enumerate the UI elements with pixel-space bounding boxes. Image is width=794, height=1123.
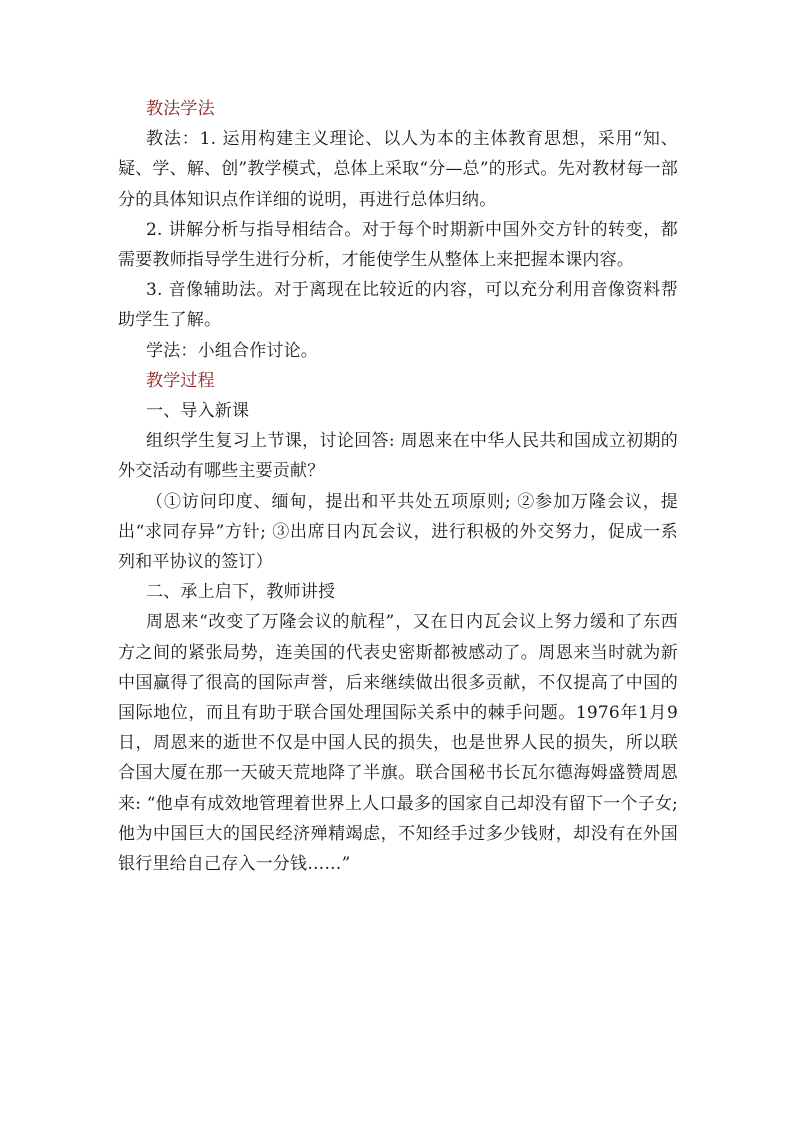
section-1-answer: （①访问印度、缅甸，提出和平共处五项原则; ②参加万隆会议，提出“求同存异”方针; ③出席日内瓦会议，进行积极的外交努力，促成一系列和平协议的签订）: [118, 491, 678, 573]
document-body: [118, 94, 678, 879]
section-1-title: 一、导入新课: [146, 401, 250, 422]
section-2-text: 周恩来“改变了万隆会议的航程”，又在日内瓦会议上努力缓和了东西方之间的紧张局势，连美国的代表史密斯都被感动了。周恩来当时就为新中国赢得了很高的国际声誉，后来继续做出很多贡献，不仅提高了中国的国际地位，而且有助于联合国处理国际关系中的棘手问题。1976年1月9日，周恩来的逝世不仅是中国人民的损失，也是世界人民的损失，所以联合国大厦在那一天破天荒地降了半旗。联合国秘书长瓦尔德海姆盛赞周恩来: “他卓有成效地管理着世界上人口最多的国家自己却没有留下一个子女; 他为中国巨大的国民经济殚精竭虑，不知经手过多少钱财，却没有在外国银行里给自己存入一分钱……”: [118, 612, 678, 875]
paragraph-teaching-method-2: 2. 讲解分析与指导相结合。对于每个时期新中国外交方针的转变，都需要教师指导学生进行分析，才能使学生从整体上来把握本课内容。: [118, 219, 678, 271]
paragraph-teaching-method-1: 教法：1. 运用构建主义理论、以人为本的主体教育思想，采用“知、疑、学、解、创”教学模式，总体上采取“分—总”的形式。先对教材每一部分的具体知识点作详细的说明，再进行总体归纳。: [118, 129, 678, 210]
section-2-title: 二、承上启下，教师讲授: [146, 582, 336, 603]
paragraph-teaching-method-3: 3. 音像辅助法。对于离现在比较近的内容，可以充分利用音像资料帮助学生了解。: [118, 280, 678, 331]
paragraph-learning-methods: 学法：小组合作讨论。: [146, 340, 318, 361]
heading-teaching-process: 教学过程: [146, 370, 215, 391]
section-1-text: 组织学生复习上节课，讨论回答: 周恩来在中华人民共和国成立初期的外交活动有哪些主要贡献？: [118, 431, 678, 482]
heading-teaching-methods: 教法学法: [146, 99, 215, 119]
